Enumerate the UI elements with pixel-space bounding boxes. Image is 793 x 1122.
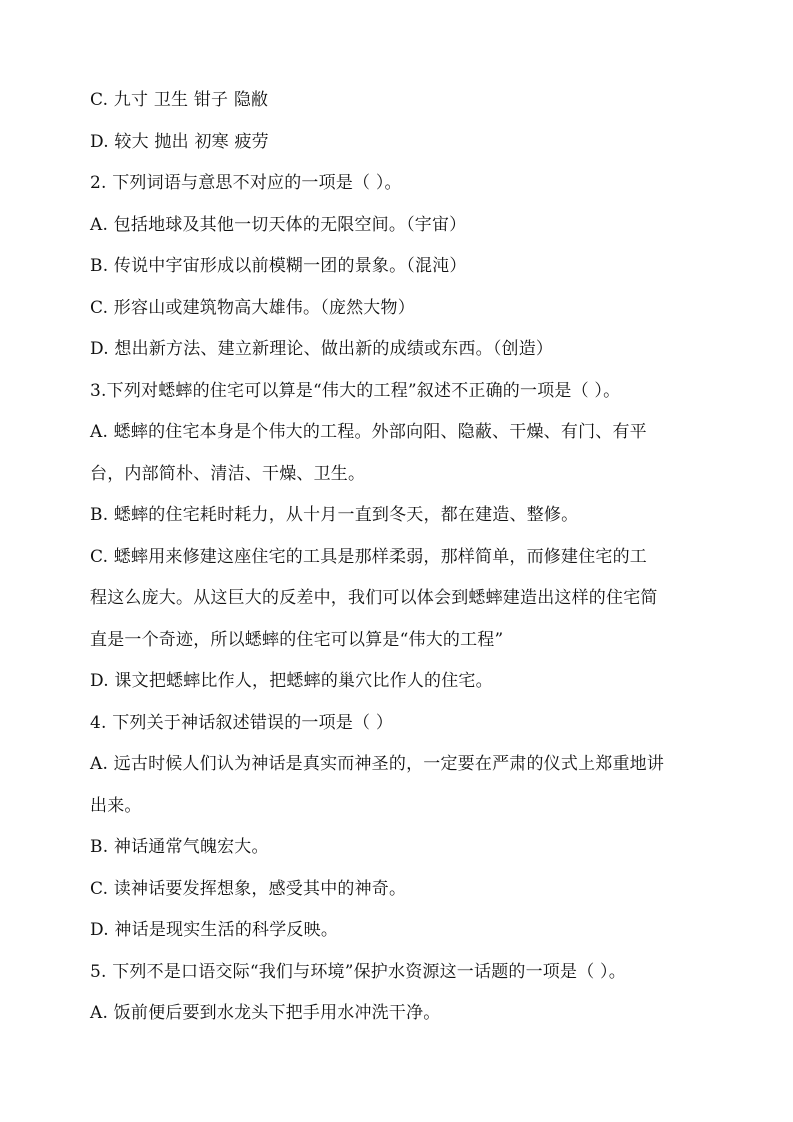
question-2-stem: 2. 下列词语与意思不对应的一项是（ ）。: [90, 173, 402, 193]
question-2-option-c: C. 形容山或建筑物高大雄伟。（庞然大物）: [90, 297, 415, 318]
option-c-words: C. 九寸 卫生 钳子 隐敝: [90, 90, 269, 110]
question-5-option-a: A. 饭前便后要到水龙头下把手用水冲洗干净。: [90, 1003, 441, 1023]
question-2-option-a: A. 包括地球及其他一切天体的无限空间。（宇宙）: [90, 214, 467, 235]
question-3-option-c-line-3: 直是一个奇迹，所以蟋蟀的住宅可以算是“伟大的工程”: [90, 629, 504, 650]
question-3-option-b: B. 蟋蟀的住宅耗时耗力，从十月一直到冬天，都在建造、整修。: [90, 505, 579, 525]
question-4-option-a-line-1: A. 远古时候人们认为神话是真实而神圣的，一定要在严肃的仪式上郑重地讲: [90, 754, 665, 774]
document-page: [90, 80, 720, 1035]
question-4-stem: 4. 下列关于神话叙述错误的一项是（ ）: [90, 712, 394, 733]
question-2-option-b: B. 传说中宇宙形成以前模糊一团的景象。（混沌）: [90, 256, 467, 276]
question-3-option-c-line-2: 程这么庞大。从这巨大的反差中，我们可以体会到蟋蟀建造出这样的住宅简: [90, 588, 658, 608]
question-4-option-d: D. 神话是现实生活的科学反映。: [90, 920, 339, 940]
question-3-option-a-line-2: 台，内部简朴、清洁、干燥、卫生。: [90, 463, 366, 484]
question-3-option-c-line-1: C. 蟋蟀用来修建这座住宅的工具是那样柔弱，那样简单，而修建住宅的工: [90, 546, 648, 567]
question-4-option-c: C. 读神话要发挥想象，感受其中的神奇。: [90, 878, 407, 899]
option-d-words: D. 较大 抛出 初寒 疲劳: [90, 131, 269, 152]
question-3-stem: 3.下列对蟋蟀的住宅可以算是“伟大的工程”叙述不正确的一项是（ ）。: [90, 380, 621, 401]
question-4-option-a-line-2: 出来。: [90, 795, 142, 816]
question-3-option-a-line-1: A. 蟋蟀的住宅本身是个伟大的工程。外部向阳、隐蔽、干燥、有门、有平: [90, 422, 647, 442]
question-2-option-d: D. 想出新方法、建立新理论、做出新的成绩或东西。（创造）: [90, 339, 554, 359]
question-4-option-b: B. 神话通常气魄宏大。: [90, 837, 269, 857]
question-5-stem: 5. 下列不是口语交际“我们与环境”保护水资源这一话题的一项是（ ）。: [90, 961, 626, 982]
question-3-option-d: D. 课文把蟋蟀比作人，把蟋蟀的巢穴比作人的住宅。: [90, 671, 493, 691]
